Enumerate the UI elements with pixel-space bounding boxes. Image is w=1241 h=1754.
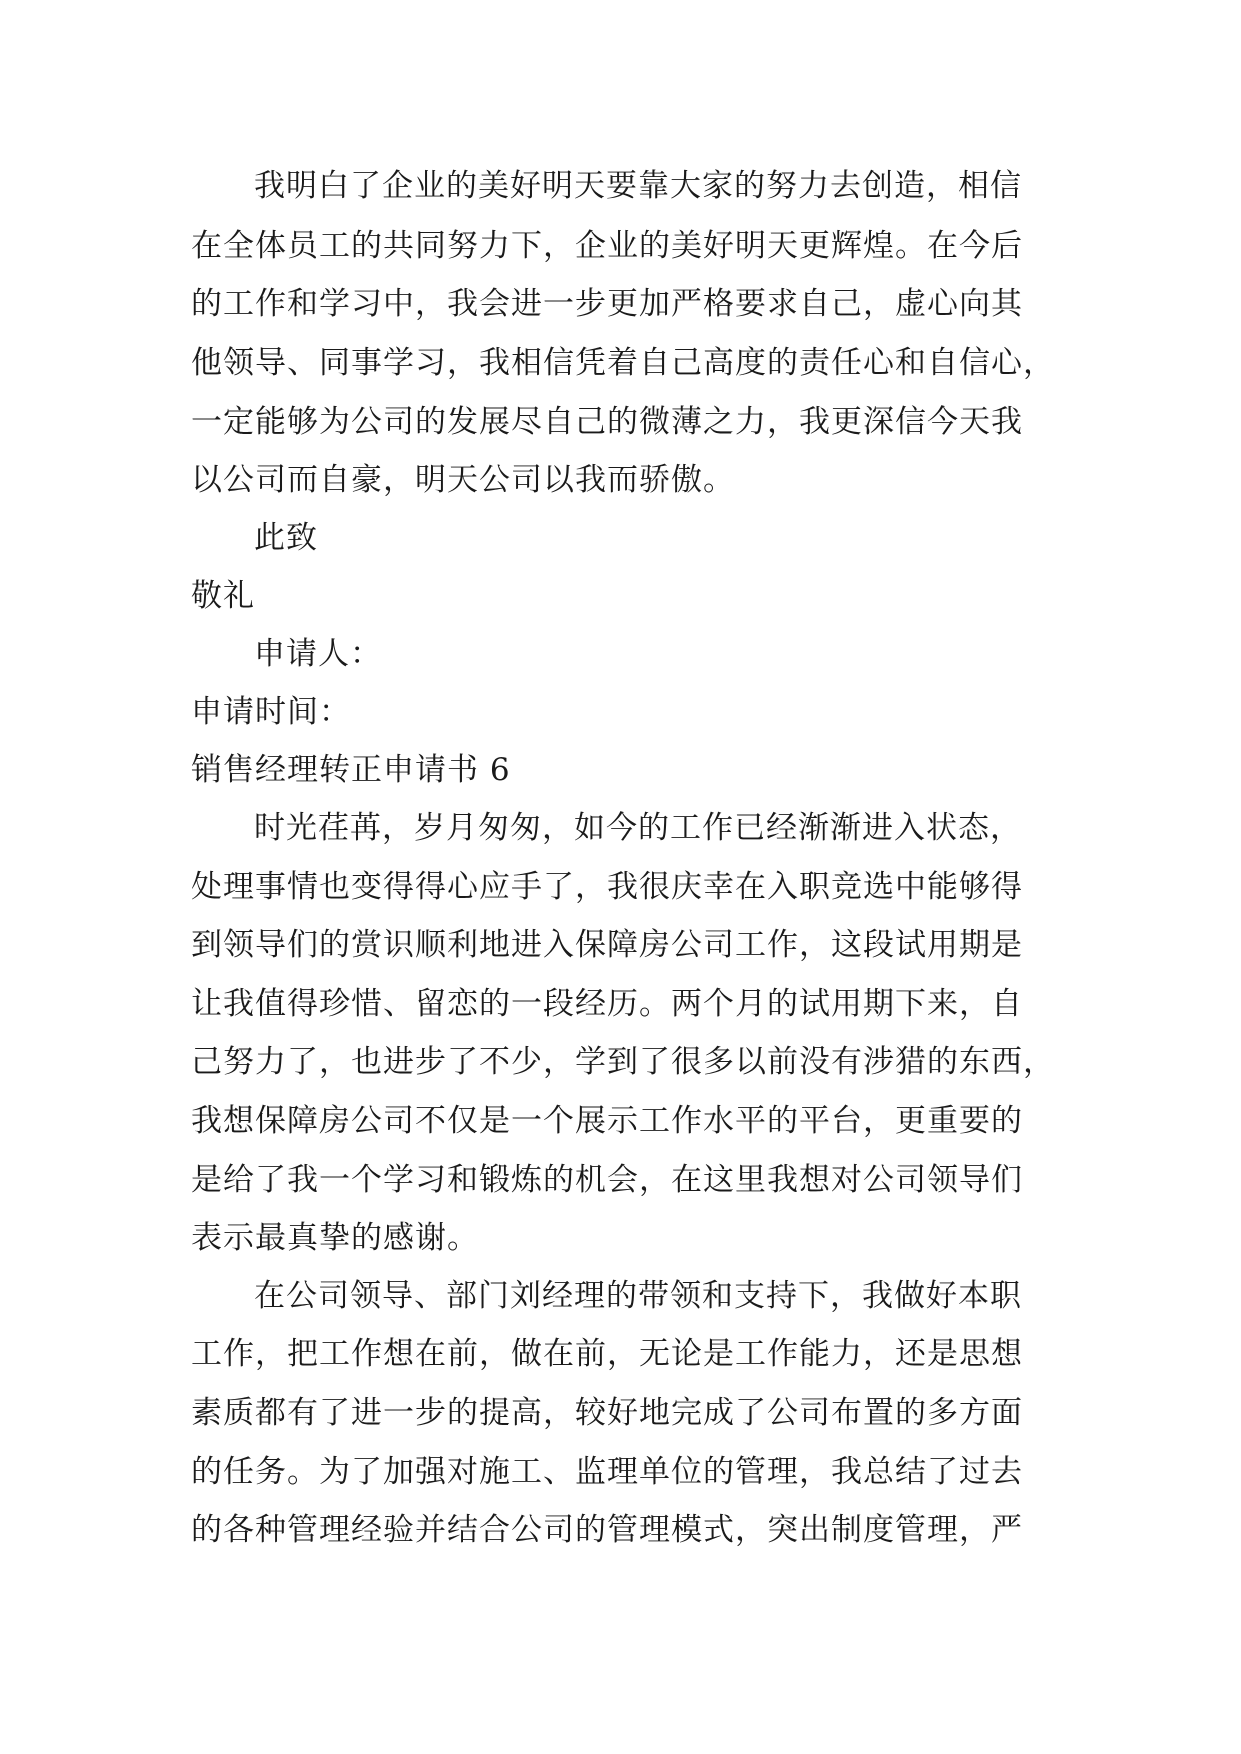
paragraph-line: 我明白了企业的美好明天要靠大家的努力去创造，相信 [254,168,1022,204]
paragraph-line: 素质都有了进一步的提高，较好地完成了公司布置的多方面 [191,1395,1023,1431]
closing-salutation: 此致 [254,520,318,556]
applicant-label: 申请人： [254,636,382,672]
paragraph-line: 表示最真挚的感谢。 [191,1220,479,1256]
paragraph-line: 是给了我一个学习和锻炼的机会，在这里我想对公司领导们 [191,1162,1023,1198]
paragraph-line: 在公司领导、部门刘经理的带领和支持下，我做好本职 [254,1278,1022,1314]
paragraph-line: 的各种管理经验并结合公司的管理模式，突出制度管理，严 [191,1512,1023,1548]
paragraph-line: 到领导们的赏识顺利地进入保障房公司工作，这段试用期是 [191,927,1023,963]
paragraph-line: 的任务。为了加强对施工、监理单位的管理，我总结了过去 [191,1454,1023,1490]
paragraph-line: 时光荏苒，岁月匆匆，如今的工作已经渐渐进入状态， [254,810,1022,846]
application-date-label: 申请时间： [191,694,351,730]
paragraph-line: 己努力了，也进步了不少，学到了很多以前没有涉猎的东西， [191,1044,1055,1080]
paragraph-line: 一定能够为公司的发展尽自己的微薄之力，我更深信今天我 [191,404,1023,440]
paragraph-line: 以公司而自豪，明天公司以我而骄傲。 [191,462,735,498]
paragraph-line: 我想保障房公司不仅是一个展示工作水平的平台，更重要的 [191,1103,1023,1139]
paragraph-line: 的工作和学习中，我会进一步更加严格要求自己，虚心向其 [191,286,1023,322]
section-title: 销售经理转正申请书 6 [191,752,511,788]
paragraph-line: 在全体员工的共同努力下，企业的美好明天更辉煌。在今后 [191,228,1023,264]
paragraph-line: 工作，把工作想在前，做在前，无论是工作能力，还是思想 [191,1336,1023,1372]
paragraph-line: 让我值得珍惜、留恋的一段经历。两个月的试用期下来，自 [191,986,1023,1022]
paragraph-line: 处理事情也变得得心应手了，我很庆幸在入职竞选中能够得 [191,869,1023,905]
paragraph-line: 他领导、同事学习，我相信凭着自己高度的责任心和自信心， [191,345,1055,381]
closing-regards: 敬礼 [191,578,255,614]
